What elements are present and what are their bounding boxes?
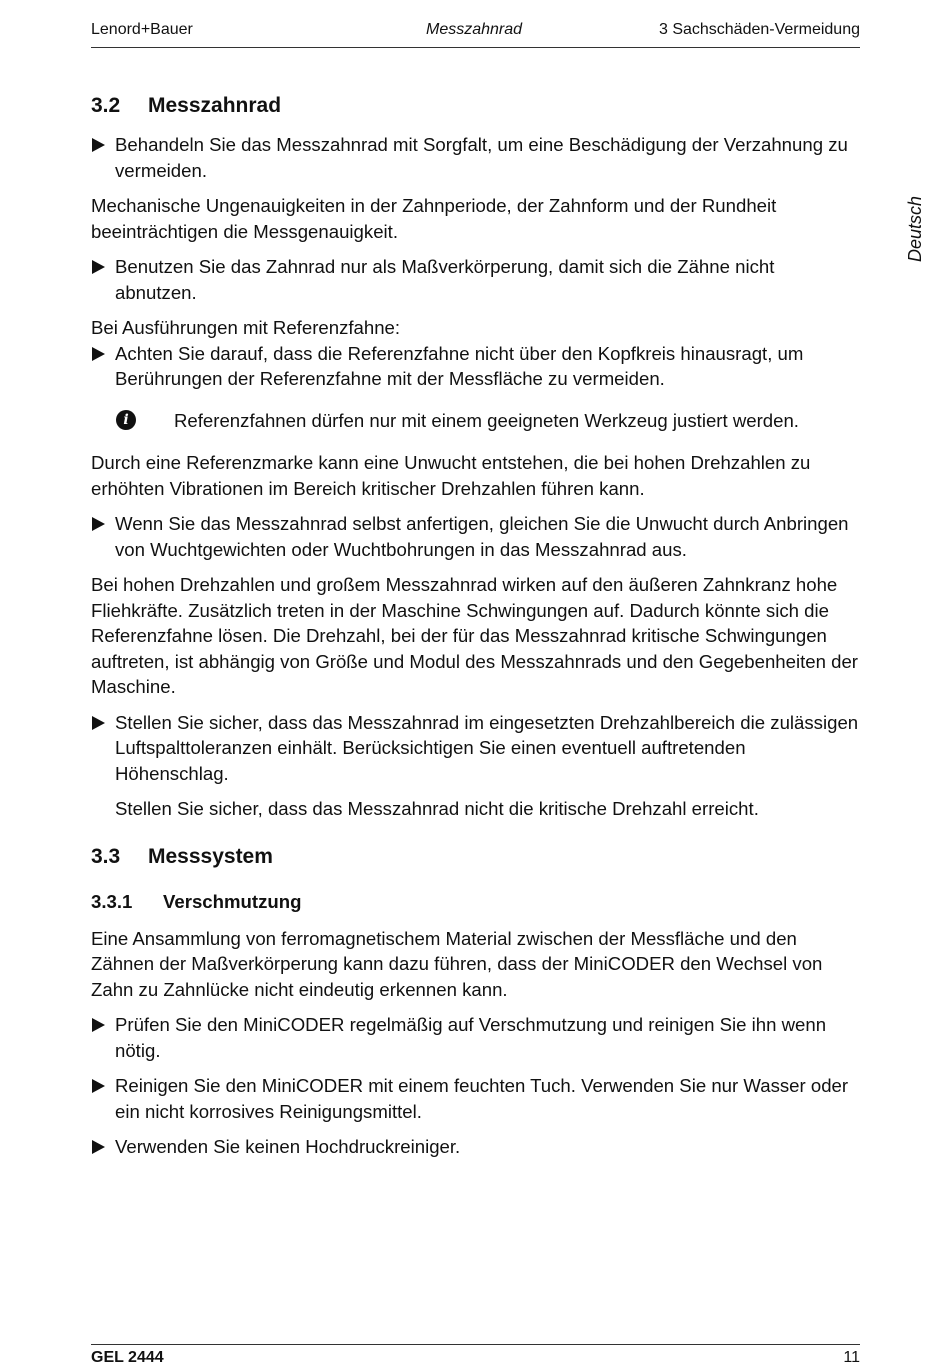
header-divider bbox=[91, 47, 860, 48]
document-code: GEL 2444 bbox=[91, 1349, 164, 1366]
bullet-triangle-icon bbox=[92, 260, 105, 274]
instruction-text: Achten Sie darauf, dass die Referenzfahne nicht über den Kopfkreis hinausragt, um Berührungen der Referenzfahne mit der Messfläche zu vermeiden. bbox=[115, 342, 804, 389]
header-chapter: 3 Sachschäden-Vermeidung bbox=[658, 21, 860, 38]
note-text: Referenzfahnen dürfen nur mit einem geeigneten Werkzeug justiert werden. bbox=[174, 409, 799, 431]
instruction-bullet bbox=[91, 1012, 861, 1063]
instruction-bullet bbox=[91, 341, 861, 392]
bullet-triangle-icon bbox=[92, 1018, 105, 1032]
section-heading-3-2 bbox=[91, 92, 861, 120]
paragraph: Eine Ansammlung von ferromagnetischem Material zwischen der Messfläche und den Zähnen der Maßverkörperung kann dazu führen, dass der MiniCODER den Wechsel von Zahn zu Zahnlücke nicht eindeutig erkennen kann. bbox=[91, 927, 823, 1000]
bullet-triangle-icon bbox=[92, 1140, 105, 1154]
instruction-continuation: Stellen Sie sicher, dass das Messzahnrad nicht die kritische Drehzahl erreicht. bbox=[115, 798, 759, 819]
language-tab: Deutsch bbox=[905, 195, 925, 262]
instruction-text: Verwenden Sie keinen Hochdruckreiniger. bbox=[115, 1136, 461, 1157]
bullet-triangle-icon bbox=[92, 1079, 105, 1093]
bullet-triangle-icon bbox=[92, 517, 105, 531]
subsection-heading-3-3-1 bbox=[91, 889, 861, 914]
page-number: 11 bbox=[843, 1349, 860, 1366]
instruction-bullet bbox=[91, 132, 861, 183]
section-heading-3-3 bbox=[91, 843, 861, 871]
instruction-bullet bbox=[91, 1134, 861, 1160]
section-title: Messsystem bbox=[148, 844, 273, 868]
bullet-triangle-icon bbox=[92, 347, 105, 361]
page-header bbox=[91, 21, 860, 43]
instruction-text: Reinigen Sie den MiniCODER mit einem feuchten Tuch. Verwenden Sie nur Wasser oder ein nicht korrosives Reinigungsmittel. bbox=[115, 1075, 849, 1122]
instruction-bullet bbox=[91, 254, 861, 305]
bullet-triangle-icon bbox=[92, 138, 105, 152]
paragraph: Bei Ausführungen mit Referenzfahne: bbox=[91, 317, 401, 338]
page-content bbox=[91, 92, 861, 1160]
instruction-text: Behandeln Sie das Messzahnrad mit Sorgfalt, um eine Beschädigung der Verzahnung zu vermeiden. bbox=[115, 134, 848, 181]
info-icon: i bbox=[116, 410, 136, 430]
section-number: 3.2 bbox=[91, 94, 121, 117]
instruction-text: Prüfen Sie den MiniCODER regelmäßig auf Verschmutzung und reinigen Sie ihn wenn nötig. bbox=[115, 1014, 827, 1061]
paragraph: Durch eine Referenzmarke kann eine Unwucht entstehen, die bei hohen Drehzahlen zu erhöhten Vibrationen im Bereich kritischer Drehzahlen führen kann. bbox=[91, 452, 811, 499]
section-number: 3.3 bbox=[91, 844, 121, 868]
instruction-bullet bbox=[91, 1073, 861, 1124]
paragraph: Mechanische Ungenauigkeiten in der Zahnperiode, der Zahnform und der Rundheit beeinträchtigen die Messgenauigkeit. bbox=[91, 195, 777, 242]
subsection-number: 3.3.1 bbox=[91, 890, 133, 912]
instruction-text: Benutzen Sie das Zahnrad nur als Maßverkörperung, damit sich die Zähne nicht abnutzen. bbox=[115, 256, 775, 303]
paragraph: Bei hohen Drehzahlen und großem Messzahnrad wirken auf den äußeren Zahnkranz hohe Fliehkräfte. Zusätzlich treten in der Maschine Schwingungen auf. Dadurch könnte sich die Referenzfahne lösen. Die Drehzahl, bei der für das Messzahnrad kritische Schwingungen auftreten, ist abhängig von Größe und Modul des Messzahnrads und den Gegebenheiten der Maschine. bbox=[91, 574, 858, 697]
instruction-text: Stellen Sie sicher, dass das Messzahnrad im eingesetzten Drehzahlbereich die zulässigen Luftspalttoleranzen einhält. Berücksichtigen Sie einen eventuell auftretenden Höhenschlag. bbox=[115, 711, 859, 784]
footer-divider bbox=[91, 1344, 860, 1345]
bullet-triangle-icon bbox=[92, 716, 105, 730]
section-title: Messzahnrad bbox=[148, 94, 282, 117]
instruction-text: Wenn Sie das Messzahnrad selbst anfertigen, gleichen Sie die Unwucht durch Anbringen von Wuchtgewichten oder Wuchtbohrungen in das Messzahnrad aus. bbox=[115, 513, 849, 560]
subsection-title: Verschmutzung bbox=[163, 890, 302, 912]
header-company: Lenord+Bauer bbox=[91, 21, 193, 38]
header-topic: Messzahnrad bbox=[426, 21, 523, 38]
info-note bbox=[91, 408, 861, 434]
instruction-bullet bbox=[91, 511, 861, 562]
instruction-bullet bbox=[91, 710, 861, 787]
